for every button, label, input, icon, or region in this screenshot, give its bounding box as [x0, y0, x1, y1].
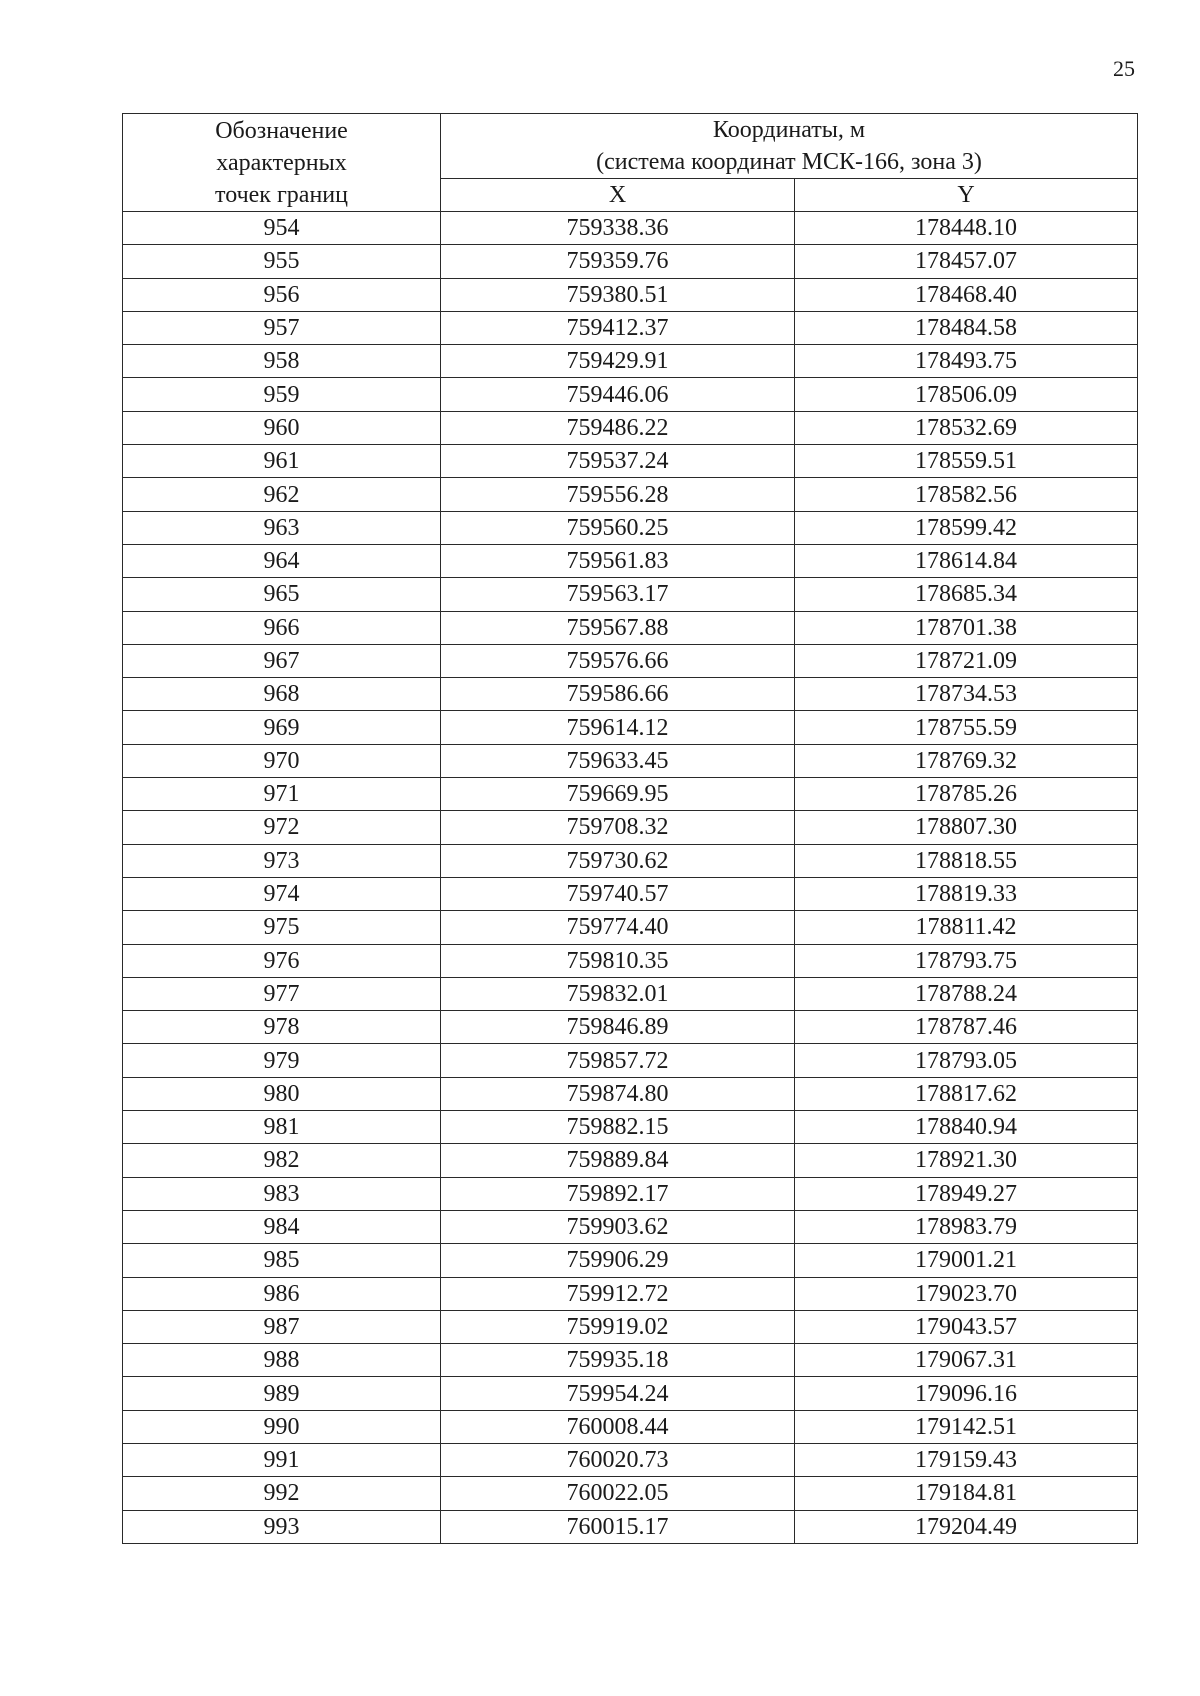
cell-point: 985 [123, 1244, 441, 1277]
cell-point: 968 [123, 678, 441, 711]
table-row [123, 1510, 1138, 1543]
cell-y: 178819.33 [795, 877, 1138, 910]
table-row [123, 1210, 1138, 1243]
table-body [123, 212, 1138, 1544]
cell-y: 179204.49 [795, 1510, 1138, 1543]
cell-point: 979 [123, 1044, 441, 1077]
table-row [123, 644, 1138, 677]
cell-x: 759380.51 [441, 278, 795, 311]
cell-y: 179159.43 [795, 1443, 1138, 1476]
header-point-line-1: Обозначение [215, 117, 348, 144]
cell-y: 178840.94 [795, 1111, 1138, 1144]
table-row [123, 1044, 1138, 1077]
cell-y: 178685.34 [795, 578, 1138, 611]
cell-x: 760022.05 [441, 1477, 795, 1510]
cell-point: 978 [123, 1011, 441, 1044]
cell-point: 963 [123, 511, 441, 544]
cell-x: 759560.25 [441, 511, 795, 544]
cell-y: 178983.79 [795, 1210, 1138, 1243]
cell-x: 759954.24 [441, 1377, 795, 1410]
table-row [123, 1277, 1138, 1310]
cell-point: 981 [123, 1111, 441, 1144]
cell-y: 178484.58 [795, 311, 1138, 344]
table-row [123, 511, 1138, 544]
cell-point: 955 [123, 245, 441, 278]
cell-point: 957 [123, 311, 441, 344]
cell-x: 759556.28 [441, 478, 795, 511]
table-row [123, 212, 1138, 245]
cell-x: 760008.44 [441, 1410, 795, 1443]
cell-point: 984 [123, 1210, 441, 1243]
cell-x: 760020.73 [441, 1443, 795, 1476]
cell-y: 178785.26 [795, 778, 1138, 811]
cell-point: 967 [123, 644, 441, 677]
cell-point: 958 [123, 345, 441, 378]
cell-x: 759446.06 [441, 378, 795, 411]
cell-x: 759912.72 [441, 1277, 795, 1310]
cell-x: 759563.17 [441, 578, 795, 611]
page-number: 25 [1113, 56, 1135, 81]
cell-y: 178787.46 [795, 1011, 1138, 1044]
cell-y: 179001.21 [795, 1244, 1138, 1277]
header-x: X [441, 179, 795, 212]
table-row [123, 445, 1138, 478]
cell-point: 989 [123, 1377, 441, 1410]
cell-point: 975 [123, 911, 441, 944]
cell-point: 992 [123, 1477, 441, 1510]
cell-x: 759633.45 [441, 744, 795, 777]
cell-point: 990 [123, 1410, 441, 1443]
coordinates-table [122, 113, 1138, 1544]
cell-y: 178769.32 [795, 744, 1138, 777]
cell-point: 961 [123, 445, 441, 478]
cell-x: 759561.83 [441, 544, 795, 577]
cell-point: 965 [123, 578, 441, 611]
table-row [123, 245, 1138, 278]
cell-point: 982 [123, 1144, 441, 1177]
header-point-designation [123, 114, 441, 212]
table-row [123, 778, 1138, 811]
table-row [123, 1344, 1138, 1377]
cell-point: 974 [123, 877, 441, 910]
cell-y: 179142.51 [795, 1410, 1138, 1443]
table-row [123, 345, 1138, 378]
table-row [123, 611, 1138, 644]
cell-point: 964 [123, 544, 441, 577]
cell-x: 759614.12 [441, 711, 795, 744]
cell-y: 178468.40 [795, 278, 1138, 311]
cell-point: 991 [123, 1443, 441, 1476]
cell-point: 980 [123, 1077, 441, 1110]
table-row [123, 1144, 1138, 1177]
cell-y: 178506.09 [795, 378, 1138, 411]
cell-x: 759935.18 [441, 1344, 795, 1377]
cell-x: 759740.57 [441, 877, 795, 910]
cell-x: 759892.17 [441, 1177, 795, 1210]
cell-x: 759857.72 [441, 1044, 795, 1077]
cell-point: 972 [123, 811, 441, 844]
cell-x: 759486.22 [441, 411, 795, 444]
cell-x: 759669.95 [441, 778, 795, 811]
cell-y: 178921.30 [795, 1144, 1138, 1177]
cell-x: 759586.66 [441, 678, 795, 711]
cell-y: 178582.56 [795, 478, 1138, 511]
table-row [123, 1244, 1138, 1277]
cell-y: 178559.51 [795, 445, 1138, 478]
cell-x: 759429.91 [441, 345, 795, 378]
cell-x: 759906.29 [441, 1244, 795, 1277]
cell-point: 970 [123, 744, 441, 777]
cell-point: 962 [123, 478, 441, 511]
cell-point: 987 [123, 1310, 441, 1343]
table-row [123, 1011, 1138, 1044]
cell-point: 973 [123, 844, 441, 877]
cell-y: 178818.55 [795, 844, 1138, 877]
cell-x: 759338.36 [441, 212, 795, 245]
table-row [123, 678, 1138, 711]
table-row [123, 578, 1138, 611]
cell-y: 179184.81 [795, 1477, 1138, 1510]
cell-y: 179043.57 [795, 1310, 1138, 1343]
table-row [123, 1310, 1138, 1343]
cell-y: 178788.24 [795, 977, 1138, 1010]
cell-y: 178532.69 [795, 411, 1138, 444]
cell-y: 179067.31 [795, 1344, 1138, 1377]
cell-y: 178817.62 [795, 1077, 1138, 1110]
cell-x: 759810.35 [441, 944, 795, 977]
header-coordinates-line-1: Координаты, м [712, 117, 866, 143]
cell-y: 178721.09 [795, 644, 1138, 677]
cell-point: 983 [123, 1177, 441, 1210]
cell-x: 759889.84 [441, 1144, 795, 1177]
table-row [123, 1477, 1138, 1510]
cell-point: 993 [123, 1510, 441, 1543]
cell-y: 178793.05 [795, 1044, 1138, 1077]
table-row [123, 1077, 1138, 1110]
cell-point: 986 [123, 1277, 441, 1310]
cell-point: 988 [123, 1344, 441, 1377]
cell-point: 969 [123, 711, 441, 744]
table-row [123, 1177, 1138, 1210]
table-row [123, 1377, 1138, 1410]
cell-x: 759903.62 [441, 1210, 795, 1243]
table-row [123, 744, 1138, 777]
cell-x: 759730.62 [441, 844, 795, 877]
table-row [123, 711, 1138, 744]
table-row [123, 378, 1138, 411]
cell-point: 956 [123, 278, 441, 311]
cell-y: 178949.27 [795, 1177, 1138, 1210]
cell-x: 760015.17 [441, 1510, 795, 1543]
cell-x: 759708.32 [441, 811, 795, 844]
table-row [123, 911, 1138, 944]
cell-y: 178755.59 [795, 711, 1138, 744]
cell-point: 960 [123, 411, 441, 444]
table-header [123, 114, 1138, 212]
table-row [123, 411, 1138, 444]
cell-y: 179023.70 [795, 1277, 1138, 1310]
header-coordinates-line-2: (система координат МСК-166, зона 3) [596, 149, 982, 175]
cell-x: 759567.88 [441, 611, 795, 644]
header-y: Y [795, 179, 1138, 212]
cell-x: 759537.24 [441, 445, 795, 478]
header-point-line-2: характерных [216, 149, 347, 176]
cell-x: 759359.76 [441, 245, 795, 278]
cell-y: 179096.16 [795, 1377, 1138, 1410]
table-row [123, 877, 1138, 910]
cell-x: 759882.15 [441, 1111, 795, 1144]
cell-x: 759832.01 [441, 977, 795, 1010]
cell-point: 977 [123, 977, 441, 1010]
table-row [123, 844, 1138, 877]
cell-y: 178614.84 [795, 544, 1138, 577]
cell-point: 976 [123, 944, 441, 977]
table-row [123, 544, 1138, 577]
cell-y: 178493.75 [795, 345, 1138, 378]
header-coordinates [441, 114, 1138, 179]
cell-x: 759576.66 [441, 644, 795, 677]
table-row [123, 478, 1138, 511]
cell-x: 759846.89 [441, 1011, 795, 1044]
table-row [123, 811, 1138, 844]
cell-x: 759774.40 [441, 911, 795, 944]
cell-point: 971 [123, 778, 441, 811]
table-row [123, 1410, 1138, 1443]
table-row [123, 1443, 1138, 1476]
cell-y: 178734.53 [795, 678, 1138, 711]
cell-y: 178457.07 [795, 245, 1138, 278]
cell-x: 759919.02 [441, 1310, 795, 1343]
table-row [123, 944, 1138, 977]
cell-point: 959 [123, 378, 441, 411]
cell-x: 759874.80 [441, 1077, 795, 1110]
cell-y: 178599.42 [795, 511, 1138, 544]
table-row [123, 1111, 1138, 1144]
cell-x: 759412.37 [441, 311, 795, 344]
cell-y: 178701.38 [795, 611, 1138, 644]
cell-y: 178811.42 [795, 911, 1138, 944]
cell-y: 178793.75 [795, 944, 1138, 977]
table-row [123, 977, 1138, 1010]
table-row [123, 311, 1138, 344]
table-row [123, 278, 1138, 311]
cell-y: 178448.10 [795, 212, 1138, 245]
header-point-line-3: точек границ [215, 181, 348, 208]
cell-y: 178807.30 [795, 811, 1138, 844]
cell-point: 954 [123, 212, 441, 245]
cell-point: 966 [123, 611, 441, 644]
